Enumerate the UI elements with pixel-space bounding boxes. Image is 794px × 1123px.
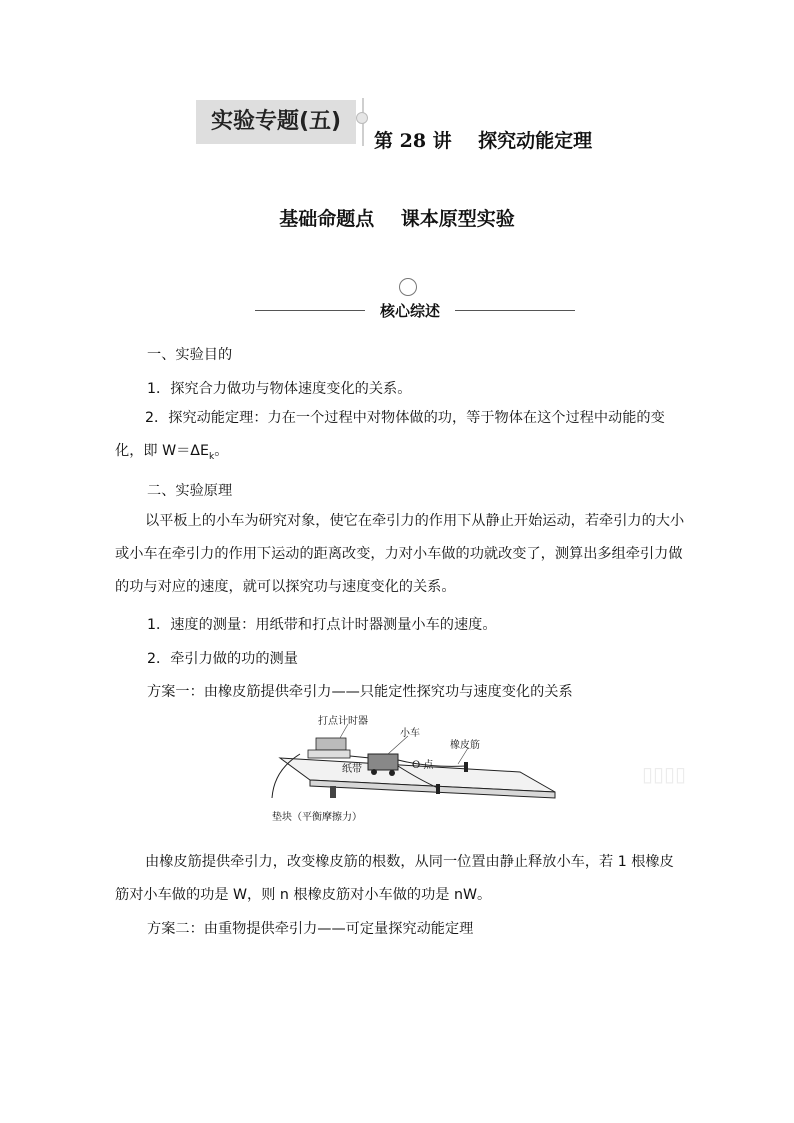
banner-label: 核心综述 (379, 302, 440, 320)
paragraph (115, 402, 687, 474)
label-timer: 打点计时器 (318, 716, 368, 727)
paragraph-end: 。 (214, 443, 229, 459)
watermark: ▯▯▯▯ (642, 762, 687, 786)
lecture-title: 第 28 讲 探究动能定理 (374, 130, 593, 152)
label-o-point: O 点 (412, 760, 434, 771)
banner-rule-right (455, 310, 575, 311)
topic-label: 实验专题(五) (196, 100, 356, 144)
heading-principle: 二、实验原理 (147, 483, 233, 499)
paragraph: 2．牵引力做的功的测量 (147, 651, 298, 667)
nail (464, 762, 468, 772)
paragraph: 1．速度的测量：用纸带和打点计时器测量小车的速度。 (147, 617, 497, 633)
paragraph: 由橡皮筋提供牵引力，改变橡皮筋的根数，从同一位置由静止释放小车，若 1 根橡皮筋对小车做的功是 W，则 n 根橡皮筋对小车做的功是 nW。 (115, 854, 674, 903)
heading-purpose: 一、实验目的 (147, 347, 233, 363)
paragraph: 方案一：由橡皮筋提供牵引力——只能定性探究功与速度变化的关系 (147, 684, 573, 700)
wooden-block (330, 786, 336, 798)
label-cart: 小车 (400, 728, 420, 739)
paragraph: 以平板上的小车为研究对象，使它在牵引力的作用下从静止开始运动，若牵引力的大小或小车在牵引力的作用下运动的距离改变，力对小车做的功就改变了，测算出多组牵引力做的功与对应的速度，就可以探究功与速度变化的关系。 (115, 513, 685, 595)
label-tape: 纸带 (342, 764, 362, 775)
cart-wheel (389, 770, 395, 776)
section-title: 基础命题点 课本原型实验 (279, 208, 515, 230)
label-rubber: 橡皮筋 (450, 740, 480, 751)
cart-wheel (371, 769, 377, 775)
nail (436, 784, 440, 794)
paragraph: 1．探究合力做功与物体速度变化的关系。 (147, 381, 412, 397)
leaf-icon (399, 278, 417, 296)
cart (368, 754, 398, 770)
experiment-figure (270, 710, 570, 830)
timer-base (308, 750, 350, 758)
topic-bullet-icon (356, 112, 368, 124)
banner-rule-left (255, 310, 365, 311)
paragraph-text: 2．探究动能定理：力在一个过程中对物体做的功，等于物体在这个过程中动能的变化，即 W＝ΔE (115, 410, 665, 459)
subscript: k (208, 451, 215, 462)
label-block: 垫块（平衡摩擦力） (272, 812, 362, 823)
timer (316, 738, 346, 750)
paper-tape (350, 756, 370, 758)
paragraph: 方案二：由重物提供牵引力——可定量探究动能定理 (147, 921, 474, 937)
